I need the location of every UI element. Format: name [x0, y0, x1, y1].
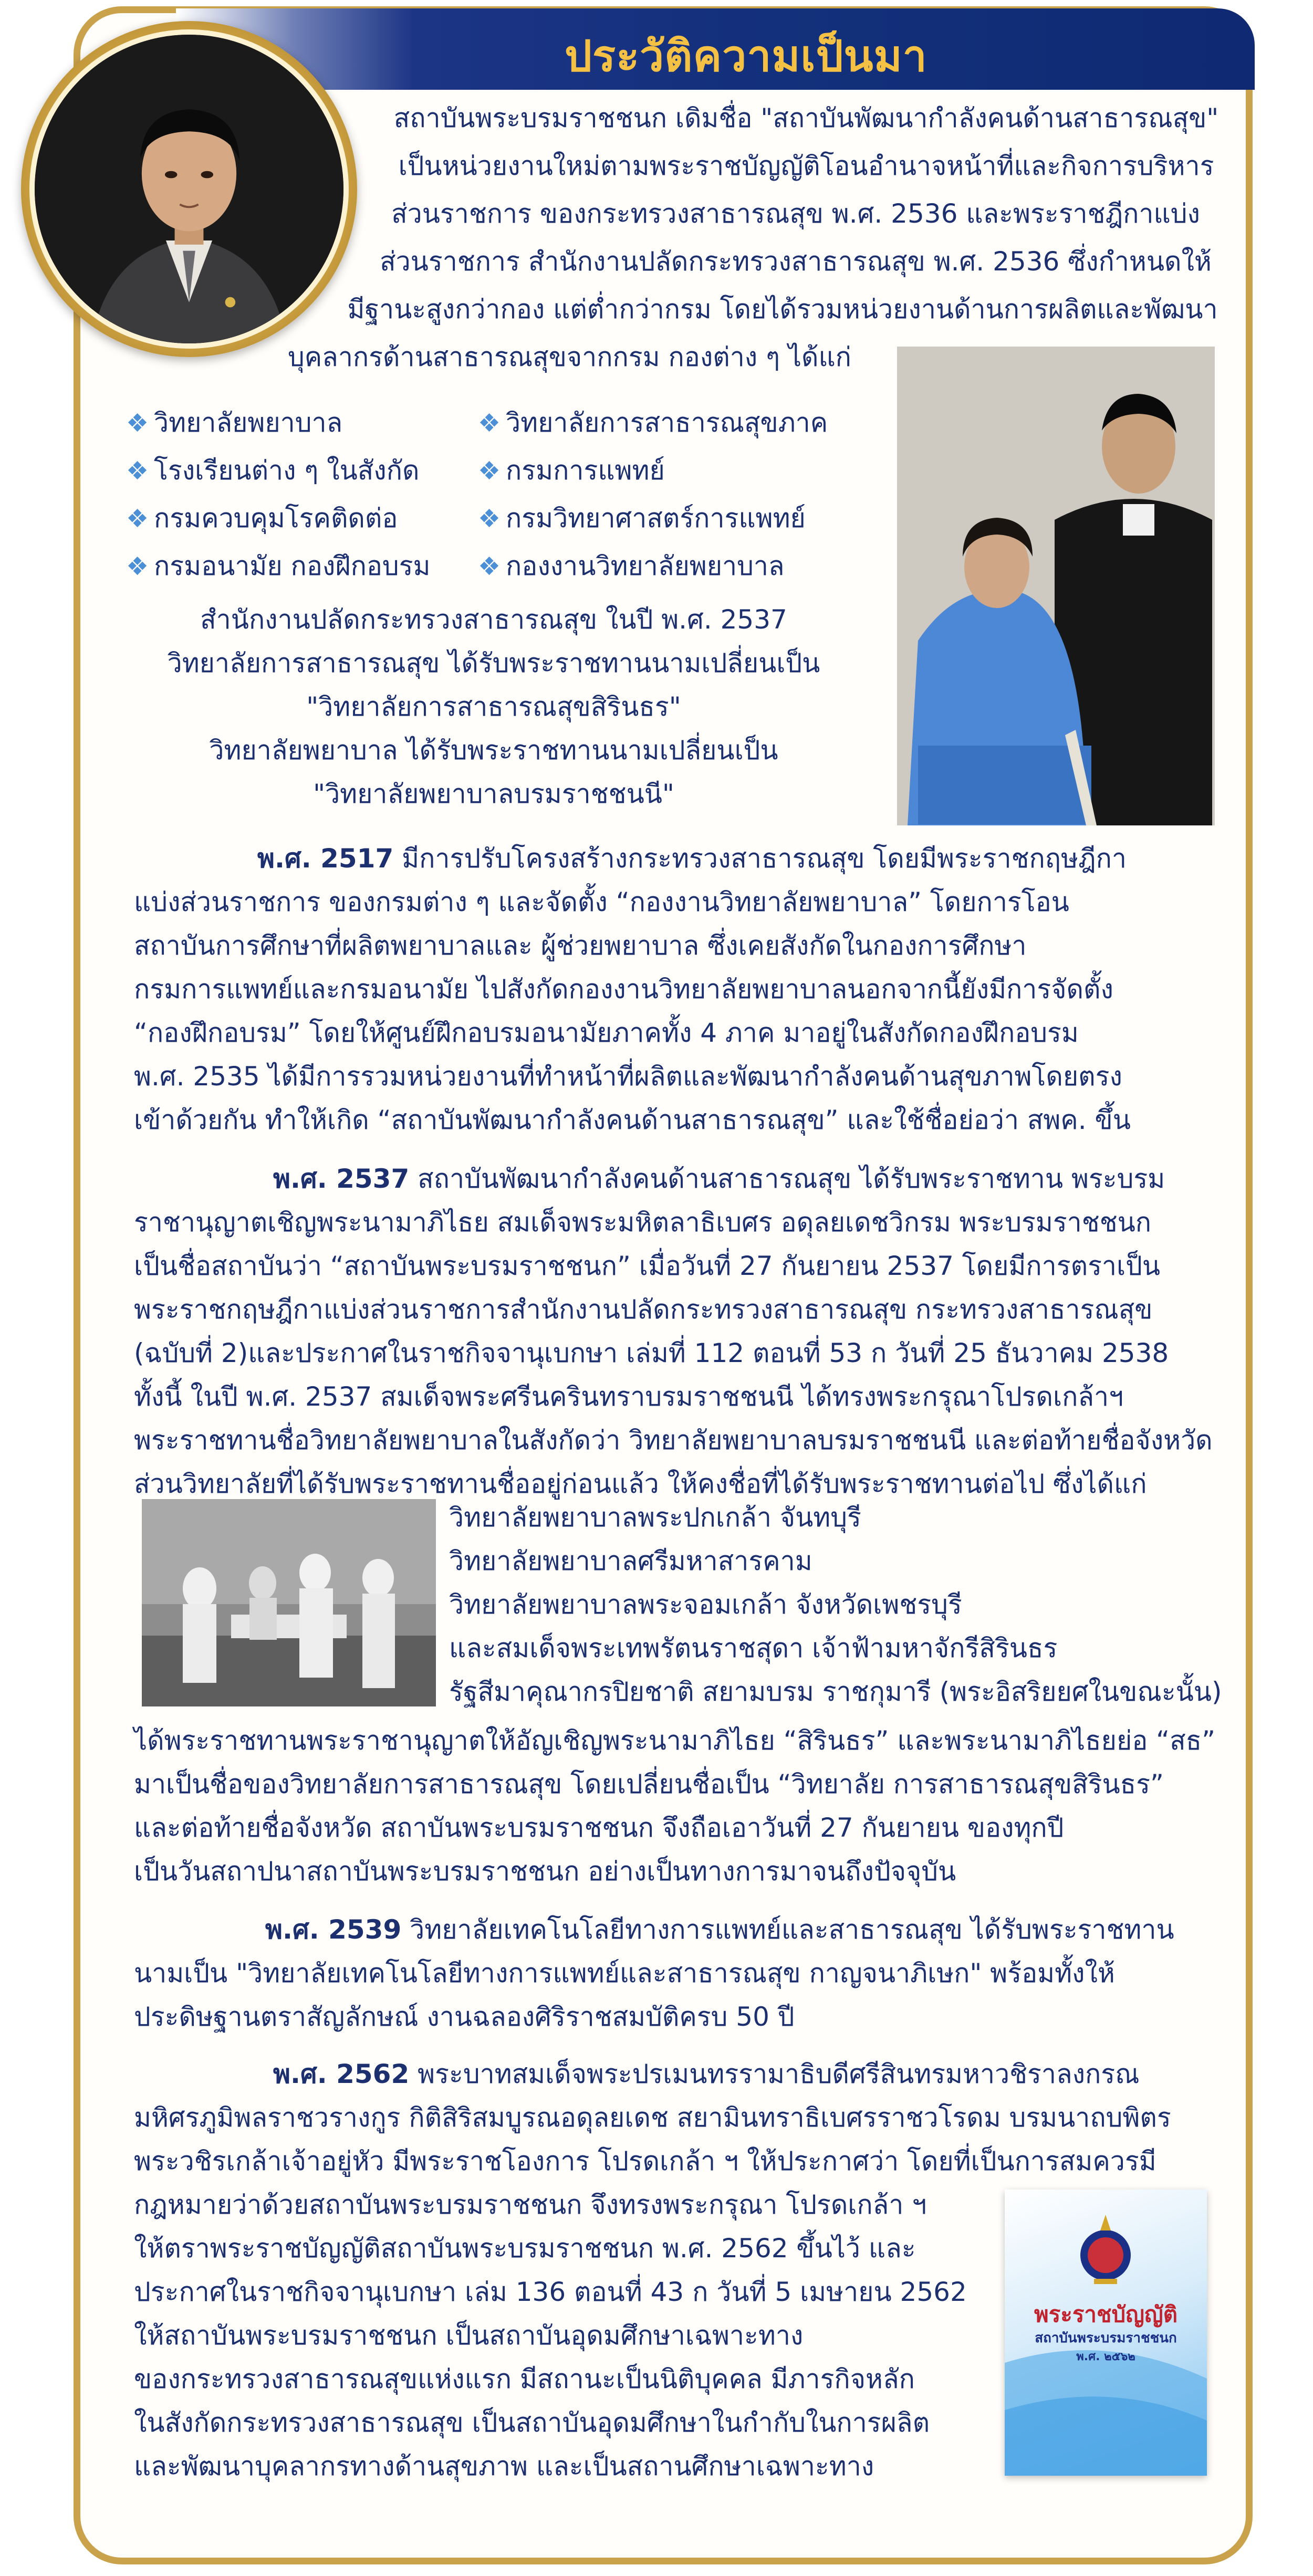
- bullet-diamond-icon: ❖: [126, 552, 149, 581]
- intro-line: บุคลากรด้านสาธารณสุขจากกรม กองต่าง ๆ ได้แก่: [288, 342, 851, 372]
- bullet-diamond-icon: ❖: [126, 409, 149, 438]
- unit-item-left: ❖ กรมอนามัย กองฝึกอบรม: [126, 551, 431, 581]
- rename-line: วิทยาลัยการสาธารณสุข ได้รับพระราชทานนามเปลี่ยนเป็น: [167, 648, 820, 678]
- p2562-narrow-line: ของกระทรวงสาธารณสุขแห่งแรก มีสถานะเป็นนิติบุคคล มีภารกิจหลัก: [134, 2364, 915, 2394]
- unit-item-left: ❖ โรงเรียนต่าง ๆ ในสังกัด: [126, 455, 420, 486]
- act-book-cover: [1005, 2190, 1207, 2476]
- bullet-diamond-icon: ❖: [126, 504, 149, 533]
- p2539-line: นามเป็น "วิทยาลัยเทคโนโลยีทางการแพทย์และสาธารณสุข กาญจนาภิเษก" พร้อมทั้งให้: [134, 1958, 1115, 1988]
- p2537-line: พระราชทานชื่อวิทยาลัยพยาบาลในสังกัดว่า วิทยาลัยพยาบาลบรมราชชนนี และต่อท้ายชื่อจังหวัด: [134, 1425, 1213, 1455]
- p2537-after-line: มาเป็นชื่อของวิทยาลัยการสาธารณสุข โดยเปลี่ยนชื่อเป็น “วิทยาลัย การสาธารณสุขสิรินธร”: [134, 1769, 1164, 1799]
- p2562-narrow-line: ให้ตราพระราชบัญญัติสถาบันพระบรมราชชนก พ.ศ. 2562 ขึ้นไว้ และ: [134, 2233, 916, 2264]
- p2537-after-line: และต่อท้ายชื่อจังหวัด สถาบันพระบรมราชชนก จึงถือเอาวันที่ 27 กันยายน ของทุกปี: [134, 1813, 1064, 1843]
- p2537-after-line: เป็นวันสถาปนาสถาบันพระบรมราชชนก อย่างเป็นทางการมาจนถึงปัจจุบัน: [134, 1856, 956, 1887]
- p2517-line: เข้าด้วยกัน ทำให้เกิด “สถาบันพัฒนากำลังคนด้านสาธารณสุข” และใช้ชื่อย่อว่า สพค. ขึ้น: [134, 1105, 1131, 1135]
- year-label: พ.ศ. 2562: [273, 2059, 410, 2089]
- p2539-line: ประดิษฐานตราสัญลักษณ์ งานฉลองศิริราชสมบัติครบ 50 ปี: [134, 2002, 795, 2032]
- p2537-line: ทั้งนี้ ในปี พ.ศ. 2537 สมเด็จพระศรีนครินทราบรมราชชนนี ได้ทรงพระกรุณาโปรดเกล้าฯ: [134, 1381, 1124, 1412]
- couple-photo: [897, 347, 1215, 825]
- year-label: พ.ศ. 2517: [257, 843, 394, 874]
- p2517-first-line: พ.ศ. 2517 มีการปรับโครงสร้างกระทรวงสาธารณสุข โดยมีพระราชกฤษฎีกา: [257, 843, 1127, 874]
- p2562-narrow-line: ประกาศในราชกิจจานุเบกษา เล่ม 136 ตอนที่ 43 ก วันที่ 5 เมษายน 2562: [134, 2277, 967, 2307]
- college-item: วิทยาลัยพยาบาลพระจอมเกล้า จังหวัดเพชรบุรี: [449, 1589, 962, 1620]
- intro-line: มีฐานะสูงกว่ากอง แต่ต่ำกว่ากรม โดยได้รวมหน่วยงานด้านการผลิตและพัฒนา: [347, 294, 1218, 324]
- rename-line: สำนักงานปลัดกระทรวงสาธารณสุข ในปี พ.ศ. 2537: [200, 604, 787, 635]
- p2562-narrow-line: กฎหมายว่าด้วยสถาบันพระบรมราชชนก จึงทรงพระกรุณา โปรดเกล้า ฯ: [134, 2190, 927, 2220]
- bullet-diamond-icon: ❖: [478, 456, 501, 486]
- founder-portrait: [21, 21, 357, 357]
- p2562-first-line: พ.ศ. 2562 พระบาทสมเด็จพระปรเมนทรรามาธิบดีศรีสินทรมหาวชิราลงกรณ: [273, 2059, 1140, 2089]
- year-label: พ.ศ. 2537: [273, 1164, 410, 1194]
- portrait-illustration: [35, 35, 343, 343]
- unit-item-left: ❖ วิทยาลัยพยาบาล: [126, 407, 343, 438]
- page-title: ประวัติความเป็นมา: [565, 32, 928, 81]
- p2562-line: มหิศรภูมิพลราชวรางกูร กิติสิริสมบูรณอดุลยเดช สยามินทราธิเบศรราชวโรดม บรมนาถบพิตร: [134, 2102, 1171, 2133]
- p2562-narrow-line: ให้สถาบันพระบรมราชชนก เป็นสถาบันอุดมศึกษาเฉพาะทาง: [134, 2320, 804, 2351]
- p2562-line: พระวชิรเกล้าเจ้าอยู่หัว มีพระราชโองการ โปรดเกล้า ฯ ให้ประกาศว่า โดยที่เป็นการสมควรมี: [134, 2146, 1156, 2176]
- historical-operating-room-photo: [142, 1499, 436, 1706]
- book-year: พ.ศ. ๒๕๖๒: [1076, 2350, 1135, 2363]
- book-subtitle: สถาบันพระบรมราชชนก: [1035, 2330, 1177, 2346]
- p2517-line: กรมการแพทย์และกรมอนามัย ไปสังกัดกองงานวิทยาลัยพยาบาลนอกจากนี้ยังมีการจัดตั้ง: [134, 974, 1113, 1004]
- year-label: พ.ศ. 2539: [265, 1914, 402, 1945]
- p2537-first-line: พ.ศ. 2537 สถาบันพัฒนากำลังคนด้านสาธารณสุข ได้รับพระราชทาน พระบรม: [273, 1164, 1165, 1194]
- college-item: วิทยาลัยพยาบาลพระปกเกล้า จันทบุรี: [449, 1502, 861, 1533]
- p2562-narrow-line: และพัฒนาบุคลากรทางด้านสุขภาพ และเป็นสถานศึกษาเฉพาะทาง: [134, 2451, 874, 2481]
- unit-item-right: ❖ กรมวิทยาศาสตร์การแพทย์: [478, 503, 806, 533]
- p2562-narrow-line: ในสังกัดกระทรวงสาธารณสุข เป็นสถาบันอุดมศึกษาในกำกับในการผลิต: [134, 2407, 930, 2438]
- p2537-line: ราชานุญาตเชิญพระนามาภิไธย สมเด็จพระมหิตลาธิเบศร อดุลยเดชวิกรม พระบรมราชชนก: [134, 1207, 1152, 1238]
- college-item: วิทยาลัยพยาบาลศรีมหาสารคาม: [449, 1546, 812, 1576]
- p2517-line: สถาบันการศึกษาที่ผลิตพยาบาลและ ผู้ช่วยพยาบาล ซึ่งเคยสังกัดในกองการศึกษา: [134, 930, 1027, 961]
- intro-line: ส่วนราชการ สำนักงานปลัดกระทรวงสาธารณสุข พ.ศ. 2536 ซึ่งกำหนดให้: [380, 246, 1212, 277]
- title-banner: [176, 8, 1255, 90]
- unit-item-right: ❖ วิทยาลัยการสาธารณสุขภาค: [478, 407, 828, 438]
- rename-line: "วิทยาลัยพยาบาลบรมราชชนนี": [313, 779, 674, 809]
- college-item: รัฐสีมาคุณากรปิยชาติ สยามบรม ราชกุมารี (พระอิสริยยศในขณะนั้น): [449, 1677, 1222, 1707]
- p2537-after-line: ได้พระราชทานพระราชานุญาตให้อัญเชิญพระนามาภิไธย “สิรินธร” และพระนามาภิไธยย่อ “สธ”: [134, 1725, 1216, 1756]
- p2517-line: “กองฝึกอบรม” โดยให้ศูนย์ฝึกอบรมอนามัยภาคทั้ง 4 ภาค มาอยู่ในสังกัดกองฝึกอบรม: [134, 1018, 1079, 1048]
- rename-line: วิทยาลัยพยาบาล ได้รับพระราชทานนามเปลี่ยนเป็น: [209, 735, 778, 766]
- p2517-line: แบ่งส่วนราชการ ของกรมต่าง ๆ และจัดตั้ง “กองงานวิทยาลัยพยาบาล” โดยการโอน: [134, 887, 1069, 917]
- bullet-diamond-icon: ❖: [126, 456, 149, 486]
- unit-item-right: ❖ กรมการแพทย์: [478, 455, 665, 486]
- bullet-diamond-icon: ❖: [478, 409, 501, 438]
- college-item: และสมเด็จพระเทพรัตนราชสุดา เจ้าฟ้ามหาจักรีสิรินธร: [449, 1633, 1058, 1663]
- unit-item-left: ❖ กรมควบคุมโรคติดต่อ: [126, 503, 398, 533]
- p2539-first-line: พ.ศ. 2539 วิทยาลัยเทคโนโลยีทางการแพทย์และสาธารณสุข ได้รับพระราชทาน: [265, 1914, 1174, 1945]
- book-title: พระราชบัญญัติ: [1034, 2301, 1177, 2327]
- intro-line: สถาบันพระบรมราชชนก เดิมชื่อ "สถาบันพัฒนากำลังคนด้านสาธารณสุข": [393, 103, 1219, 133]
- intro-line: เป็นหน่วยงานใหม่ตามพระราชบัญญัติโอนอำนาจหน้าที่และกิจการบริหาร: [398, 151, 1214, 181]
- p2537-line: พระราชกฤษฎีกาแบ่งส่วนราชการสำนักงานปลัดกระทรวงสาธารณสุข กระทรวงสาธารณสุข: [134, 1294, 1153, 1325]
- bullet-diamond-icon: ❖: [478, 552, 501, 581]
- bullet-diamond-icon: ❖: [478, 504, 501, 533]
- p2517-line: พ.ศ. 2535 ได้มีการรวมหน่วยงานที่ทำหน้าที่ผลิตและพัฒนากำลังคนด้านสุขภาพโดยตรง: [134, 1061, 1122, 1092]
- rename-line: "วิทยาลัยการสาธารณสุขสิรินธร": [306, 692, 681, 722]
- p2537-line: เป็นชื่อสถาบันว่า “สถาบันพระบรมราชชนก” เมื่อวันที่ 27 กันยายน 2537 โดยมีการตราเป็น: [134, 1251, 1161, 1281]
- p2537-line: ส่วนวิทยาลัยที่ได้รับพระราชทานชื่ออยู่ก่อนแล้ว ให้คงชื่อที่ได้รับพระราชทานต่อไป ซึ่งได้แก่: [134, 1469, 1147, 1499]
- unit-item-right: ❖ กองงานวิทยาลัยพยาบาล: [478, 551, 785, 581]
- intro-line: ส่วนราชการ ของกระทรวงสาธารณสุข พ.ศ. 2536 และพระราชฎีกาแบ่ง: [391, 198, 1200, 229]
- p2537-line: (ฉบับที่ 2)และประกาศในราชกิจจานุเบกษา เล่มที่ 112 ตอนที่ 53 ก วันที่ 25 ธันวาคม 2538: [134, 1338, 1169, 1368]
